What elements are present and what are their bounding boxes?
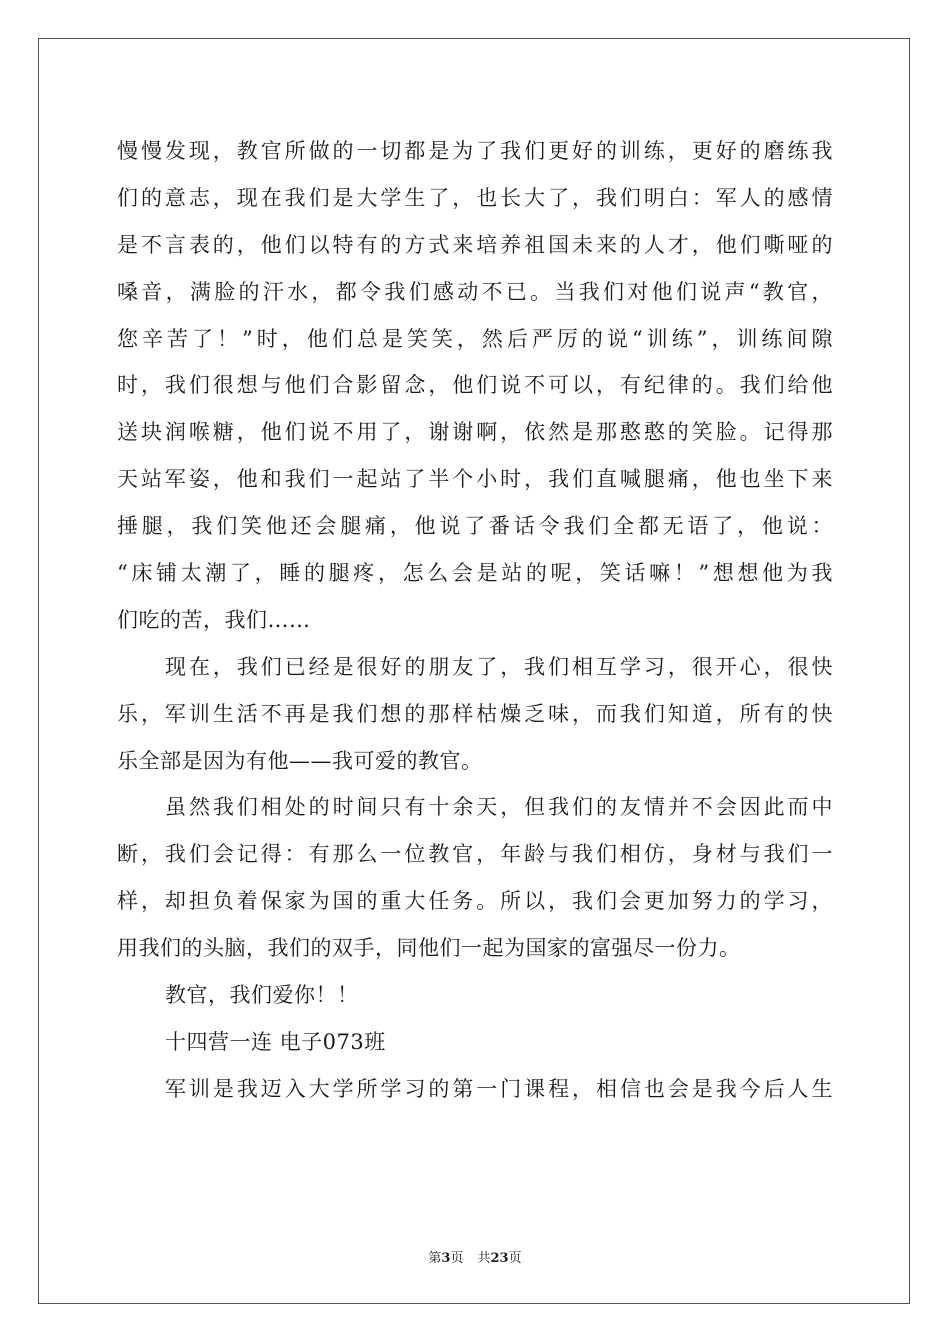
text-line: 嗓音，满脸的汗水，都令我们感动不已。当我们对他们说声“教官，	[117, 279, 833, 304]
text-line: 是不言表的，他们以特有的方式来培养祖国未来的人才，他们嘶哑的	[117, 232, 833, 257]
paragraph-first-line: 军训是我迈入大学所学习的第一门课程，相信也会是我今后人生	[165, 1076, 833, 1101]
current-page-number: 3	[441, 1251, 451, 1266]
text-line: 断，我们会记得：有那么一位教官，年龄与我们相仿，身材与我们一	[117, 842, 833, 867]
closing-line: 教官，我们爱你！！	[165, 983, 359, 1008]
footer-total-unit: 页	[508, 1251, 522, 1266]
footer-page-unit: 页	[450, 1251, 464, 1266]
text-line: 您辛苦了！”时，他们总是笑笑，然后严厉的说“训练”，训练间隙	[117, 326, 833, 351]
text-line: 们的意志，现在我们是大学生了，也长大了，我们明白：军人的感情	[117, 185, 833, 210]
page-footer	[0, 1247, 950, 1266]
document-body	[117, 128, 833, 1113]
footer-total-prefix: 共	[477, 1251, 491, 1266]
paragraph-first-line: 虽然我们相处的时间只有十余天，但我们的友情并不会因此而中	[165, 795, 833, 820]
signature-line: 十四营一连 电子073班	[165, 1029, 386, 1054]
text-line: 送块润喉糖，他们说不用了，谢谢啊，依然是那憨憨的笑脸。记得那	[117, 420, 833, 445]
paragraph-first-line: 现在，我们已经是很好的朋友了，我们相互学习，很开心，很快	[165, 654, 833, 679]
text-line: 慢慢发现，教官所做的一切都是为了我们更好的训练，更好的磨练我	[117, 139, 833, 163]
total-pages-number: 23	[490, 1251, 509, 1266]
text-line: 乐，军训生活不再是我们想的那样枯燥乏味，而我们知道，所有的快	[117, 701, 833, 726]
text-line: 们吃的苦，我们……	[117, 607, 311, 632]
text-line: 捶腿，我们笑他还会腿痛，他说了番话令我们全都无语了，他说：	[117, 514, 833, 539]
text-line: “床铺太潮了，睡的腿疼，怎么会是站的呢，笑话嘛！”想想他为我	[117, 561, 833, 586]
text-line: 样，却担负着保家为国的重大任务。所以，我们会更加努力的学习，	[117, 889, 833, 914]
footer-prefix: 第	[428, 1251, 442, 1266]
text-line: 乐全部是因为有他——我可爱的教官。	[117, 748, 483, 773]
text-line: 天站军姿，他和我们一起站了半个小时，我们直喊腿痛，他也坐下来	[117, 467, 833, 492]
text-line: 时，我们很想与他们合影留念，他们说不可以，有纪律的。我们给他	[117, 373, 833, 398]
text-line: 用我们的头脑，我们的双手，同他们一起为国家的富强尽一份力。	[117, 936, 741, 961]
